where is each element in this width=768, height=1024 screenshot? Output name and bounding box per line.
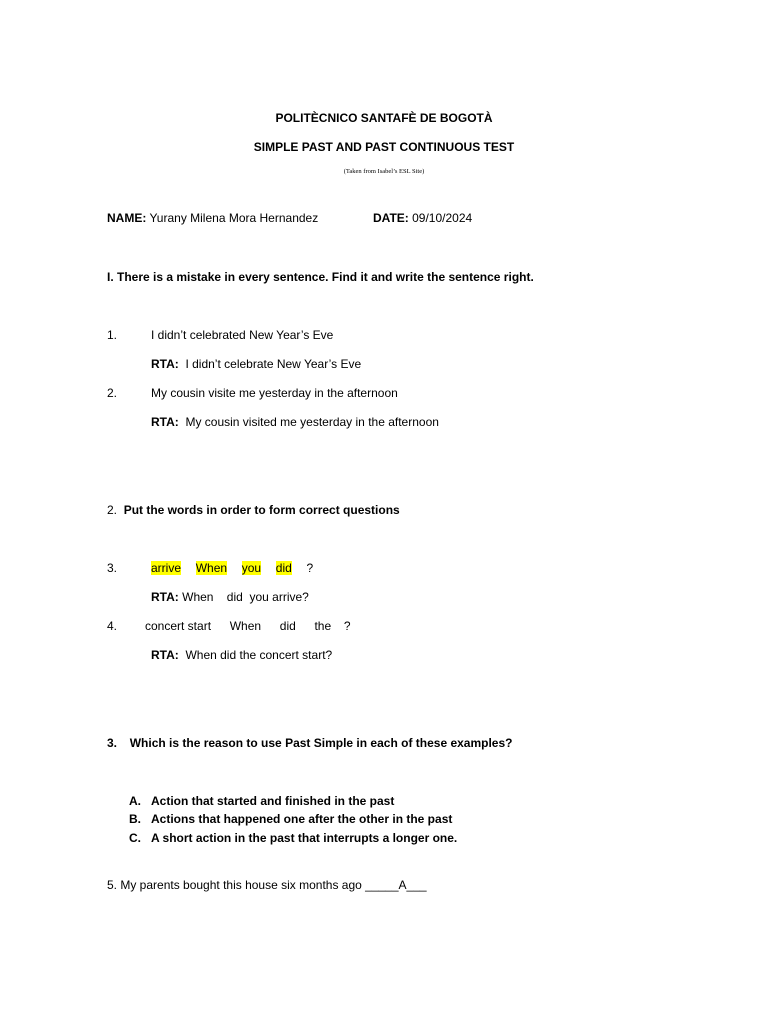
name-value: Yurany Milena Mora Hernandez (149, 211, 319, 225)
date-label: DATE: (373, 211, 409, 225)
item-number: 4. (107, 619, 118, 633)
answer-label: RTA: (151, 415, 179, 429)
scrambled-word: When (195, 561, 228, 575)
section2-heading-line (107, 503, 400, 517)
scrambled-words (145, 619, 351, 633)
answer-label: RTA: (151, 357, 179, 371)
item-answer (151, 648, 332, 662)
answer-text: When did you arrive? (182, 590, 309, 604)
item-sentence: I didn’t celebrated New Year’s Eve (151, 328, 334, 342)
answer-label: RTA: (151, 648, 179, 662)
option-item (129, 831, 457, 845)
section3-heading: Which is the reason to use Past Simple in each of these examples? (129, 736, 513, 750)
scrambled-word: did (279, 619, 296, 633)
option-text: Action that started and finished in the past (151, 794, 395, 808)
item-answer (151, 590, 309, 604)
institution-title: POLITÈCNICO SANTAFÈ DE BOGOTÀ (275, 111, 493, 125)
option-text: Actions that happened one after the other in the past (151, 812, 453, 826)
scrambled-words (151, 561, 313, 575)
item-number: 1. (107, 328, 118, 342)
date-line (373, 211, 472, 225)
section2-number: 2. (107, 503, 118, 517)
option-item (129, 794, 394, 808)
source-note: (Taken from Isabel’s ESL Site) (343, 168, 425, 175)
option-text: A short action in the past that interrupts a longer one. (151, 831, 458, 845)
scrambled-word: arrive (151, 561, 182, 575)
item-number: 2. (107, 386, 118, 400)
answer-label: RTA: (151, 590, 179, 604)
scrambled-word: concert start (145, 619, 212, 633)
test-title: SIMPLE PAST AND PAST CONTINUOUS TEST (253, 140, 515, 154)
scrambled-word: did (275, 561, 292, 575)
option-letter: B. (129, 812, 141, 826)
date-value: 09/10/2024 (412, 211, 473, 225)
option-letter: A. (129, 794, 141, 808)
item-number: 3. (107, 561, 118, 575)
question5: 5. My parents bought this house six months ago _____A___ (107, 878, 427, 892)
name-label: NAME: (107, 211, 147, 225)
answer-text: My cousin visited me yesterday in the afternoon (185, 415, 439, 429)
option-letter: C. (129, 831, 141, 845)
section3-heading-line (107, 736, 512, 750)
item-sentence: My cousin visite me yesterday in the afternoon (151, 386, 398, 400)
section1-heading: I. There is a mistake in every sentence. Find it and write the sentence right. (107, 270, 534, 284)
answer-text: I didn’t celebrate New Year’s Eve (185, 357, 362, 371)
scrambled-word: ? (343, 619, 351, 633)
answer-text: When did the concert start? (185, 648, 333, 662)
scrambled-word: When (229, 619, 262, 633)
section3-number: 3. (107, 736, 118, 750)
item-answer (151, 415, 439, 429)
section2-heading: Put the words in order to form correct questions (123, 503, 400, 517)
scrambled-word: you (241, 561, 262, 575)
question-mark: ? (306, 561, 314, 575)
scrambled-word: the (314, 619, 332, 633)
option-item (129, 812, 452, 826)
item-answer (151, 357, 361, 371)
name-line (107, 211, 318, 225)
